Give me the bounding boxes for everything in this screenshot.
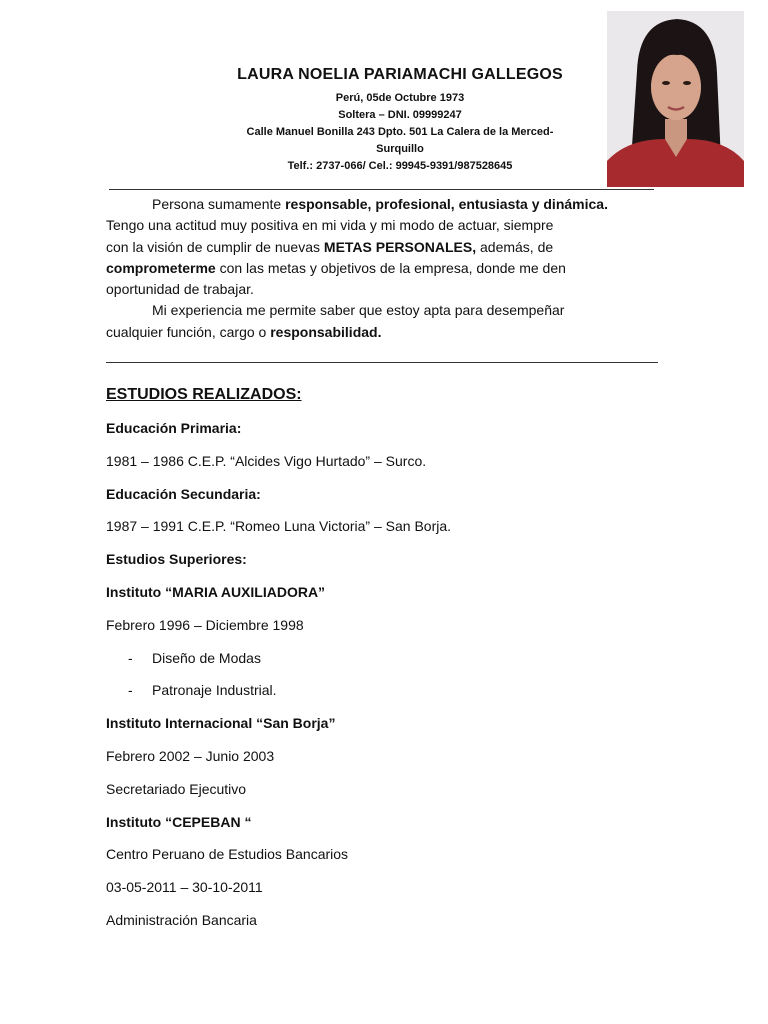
profile-line bbox=[106, 237, 666, 258]
course-name: Secretariado Ejecutivo bbox=[106, 780, 247, 797]
profile-emphasis: comprometerme bbox=[106, 259, 216, 276]
institute-full-name: Centro Peruano de Estudios Bancarios bbox=[106, 846, 349, 863]
header-divider bbox=[109, 189, 654, 190]
profile-photo bbox=[607, 11, 744, 187]
profile-line bbox=[106, 322, 666, 343]
list-item bbox=[106, 647, 666, 669]
institute-name: Instituto “CEPEBAN “ bbox=[106, 813, 252, 830]
cv-header bbox=[150, 66, 650, 175]
list-item-text: Patronaje Industrial. bbox=[152, 682, 277, 699]
secundaria-entry: 1987 – 1991 C.E.P. “Romeo Luna Victoria” – San Borja. bbox=[106, 518, 452, 535]
profile-text: con la visión de cumplir de nuevas bbox=[106, 238, 324, 255]
phone-numbers: Telf.: 2737-066/ Cel.: 99945-9391/987528645 bbox=[287, 160, 513, 172]
civil-status: Soltera – DNI. 09999247 bbox=[338, 109, 462, 121]
address-line-2: Surquillo bbox=[376, 143, 424, 155]
profile-line: oportunidad de trabajar. bbox=[106, 281, 254, 298]
list-dash: - bbox=[128, 649, 133, 666]
institute-name: Instituto Internacional “San Borja” bbox=[106, 715, 336, 732]
profile-line bbox=[106, 258, 666, 279]
profile-summary bbox=[106, 194, 666, 343]
list-item bbox=[106, 679, 666, 701]
primaria-label: Educación Primaria: bbox=[106, 420, 242, 436]
profile-text: además, de bbox=[476, 238, 554, 255]
profile-emphasis: responsable, profesional, entusiasta y dinámica. bbox=[285, 196, 608, 212]
institute-dates: Febrero 1996 – Diciembre 1998 bbox=[106, 616, 304, 633]
profile-emphasis: responsabilidad. bbox=[270, 323, 382, 340]
candidate-name: LAURA NOELIA PARIAMACHI GALLEGOS bbox=[237, 66, 563, 83]
profile-line: Tengo una actitud muy positiva en mi vida y mi modo de actuar, siempre bbox=[106, 217, 554, 234]
address-line-1: Calle Manuel Bonilla 243 Dpto. 501 La Calera de la Merced- bbox=[246, 126, 554, 138]
list-dash: - bbox=[128, 682, 133, 699]
profile-emphasis: METAS PERSONALES, bbox=[323, 238, 477, 255]
profile-divider bbox=[106, 362, 658, 363]
institute-dates: 03-05-2011 – 30-10-2011 bbox=[106, 879, 263, 896]
profile-line bbox=[106, 194, 666, 215]
profile-text: cualquier función, cargo o bbox=[106, 323, 271, 340]
profile-text: Persona sumamente bbox=[152, 196, 286, 212]
course-name: Administración Bancaria bbox=[106, 911, 257, 928]
superiores-label: Estudios Superiores: bbox=[106, 551, 247, 568]
institute-dates: Febrero 2002 – Junio 2003 bbox=[106, 747, 275, 764]
institute-name: Instituto “MARIA AUXILIADORA” bbox=[106, 583, 326, 600]
list-item-text: Diseño de Modas bbox=[152, 649, 261, 666]
profile-text: con las metas y objetivos de la empresa, donde me den bbox=[215, 259, 566, 276]
studies-section bbox=[106, 383, 666, 942]
primaria-entry: 1981 – 1986 C.E.P. “Alcides Vigo Hurtado” – Surco. bbox=[106, 452, 427, 469]
secundaria-label: Educación Secundaria: bbox=[106, 485, 261, 502]
studies-title: ESTUDIOS REALIZADOS: bbox=[106, 386, 302, 403]
profile-line: Mi experiencia me permite saber que estoy apta para desempeñar bbox=[152, 302, 565, 319]
birth-info: Perú, 05de Octubre 1973 bbox=[335, 92, 465, 104]
